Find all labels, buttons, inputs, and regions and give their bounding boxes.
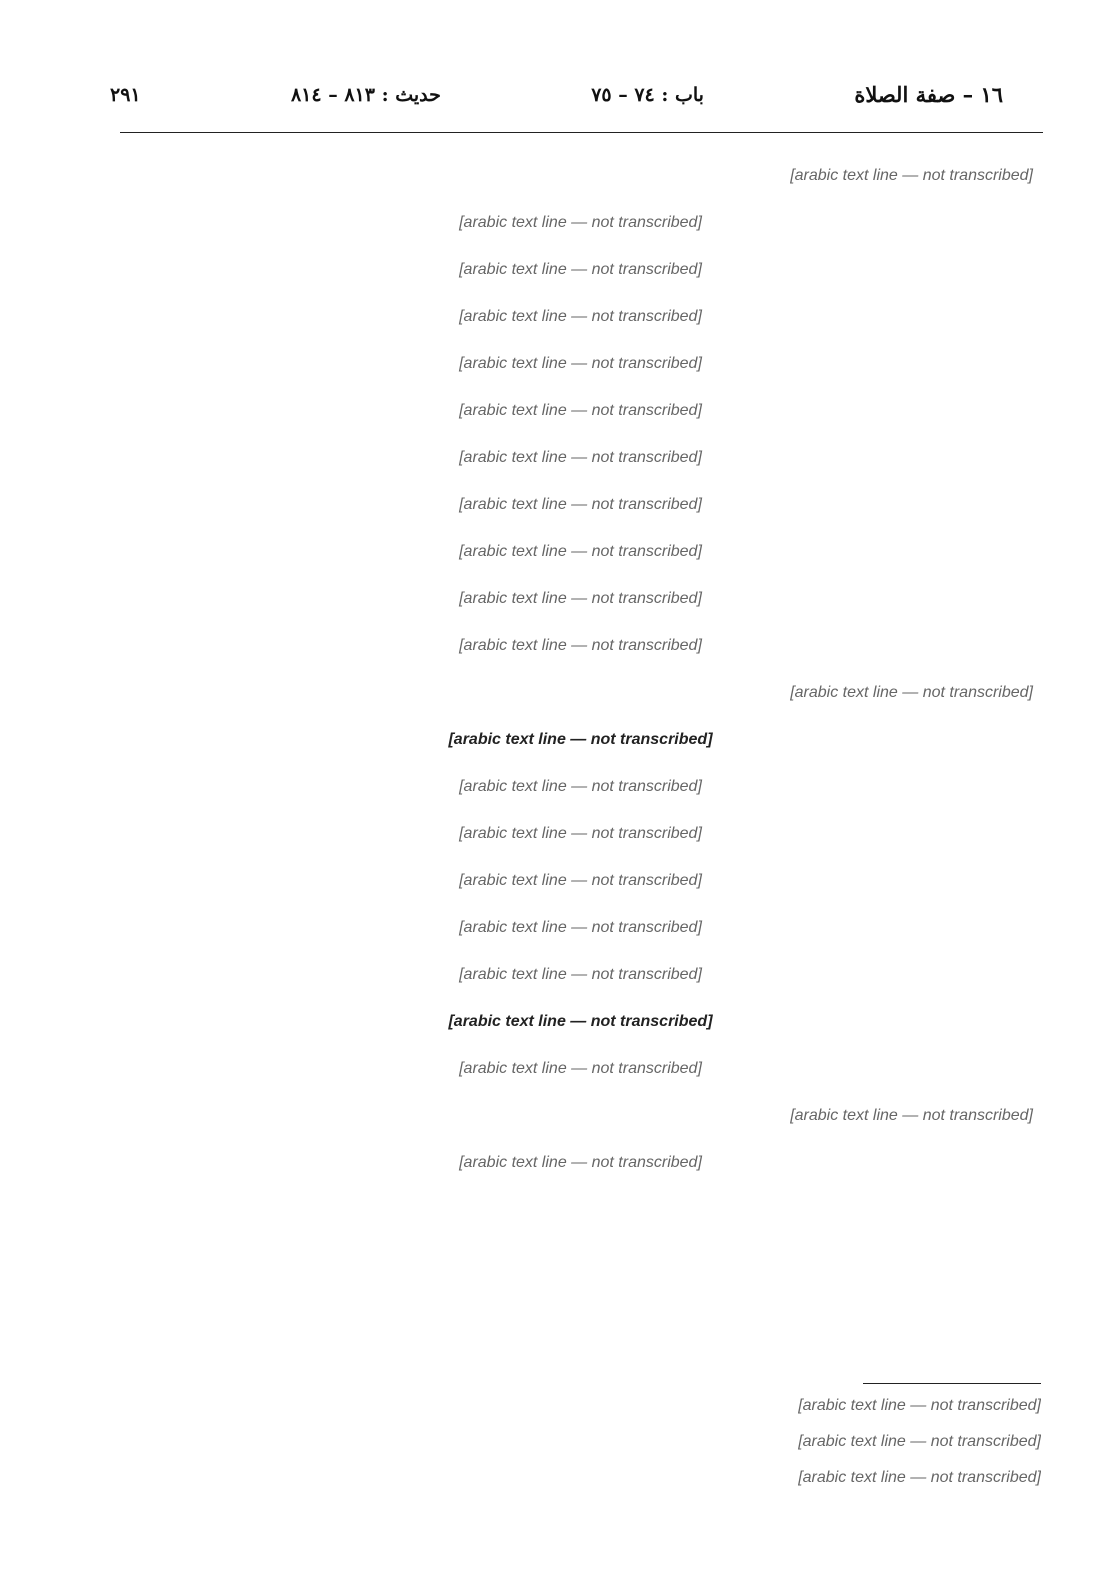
text-line <box>120 338 1041 385</box>
text-line-content: [arabic text line — not transcribed] <box>459 590 702 607</box>
page-header <box>110 78 1003 112</box>
text-line-content: [arabic text line — not transcribed] <box>459 496 702 513</box>
footnote-line: [arabic text line — not transcribed] <box>798 1397 1041 1414</box>
text-line <box>120 808 1041 855</box>
text-line <box>120 667 1041 714</box>
text-line-content: [arabic text line — not transcribed] <box>790 1107 1033 1124</box>
text-line <box>120 479 1041 526</box>
text-line <box>120 150 1041 197</box>
header-divider <box>120 132 1043 133</box>
text-line <box>120 573 1041 620</box>
text-line-content: [arabic text line — not transcribed] <box>790 167 1033 184</box>
text-line-content: [arabic text line — not transcribed] <box>459 261 702 278</box>
text-line-content: [arabic text line — not transcribed] <box>459 872 702 889</box>
footnote-divider <box>863 1383 1041 1384</box>
text-line-content: [arabic text line — not transcribed] <box>459 778 702 795</box>
text-line <box>120 291 1041 338</box>
text-line-content: [arabic text line — not transcribed] <box>459 825 702 842</box>
text-line <box>120 949 1041 996</box>
hadith-reference: حديث : ٨١٣ – ٨١٤ <box>290 84 441 106</box>
text-line <box>120 620 1041 667</box>
text-line <box>120 432 1041 479</box>
footnote-line: [arabic text line — not transcribed] <box>798 1469 1041 1486</box>
page-number: ٢٩١ <box>110 84 141 106</box>
text-line <box>120 244 1041 291</box>
text-line <box>120 855 1041 902</box>
text-line-content: [arabic text line — not transcribed] <box>448 731 713 748</box>
text-line-content: [arabic text line — not transcribed] <box>459 449 702 466</box>
section-title: ١٦ – صفة الصلاة <box>854 82 1003 107</box>
text-line <box>120 526 1041 573</box>
text-line-content: [arabic text line — not transcribed] <box>459 637 702 654</box>
text-line-content: [arabic text line — not transcribed] <box>459 919 702 936</box>
text-line-content: [arabic text line — not transcribed] <box>459 308 702 325</box>
text-line-content: [arabic text line — not transcribed] <box>459 402 702 419</box>
text-line-content: [arabic text line — not transcribed] <box>790 684 1033 701</box>
chapter-reference: باب : ٧٤ – ٧٥ <box>591 84 704 106</box>
footnote-line: [arabic text line — not transcribed] <box>798 1433 1041 1450</box>
text-line-content: [arabic text line — not transcribed] <box>459 966 702 983</box>
main-text-block <box>120 150 1041 1350</box>
text-line <box>120 1090 1041 1137</box>
text-line-content: [arabic text line — not transcribed] <box>459 1154 702 1171</box>
text-line-content: [arabic text line — not transcribed] <box>448 1013 713 1030</box>
text-line <box>120 385 1041 432</box>
text-line-content: [arabic text line — not transcribed] <box>459 543 702 560</box>
text-line <box>120 1137 1041 1184</box>
footnotes-block <box>140 1388 1041 1498</box>
text-line <box>120 197 1041 244</box>
chapter-heading-line <box>120 996 1041 1043</box>
chapter-heading-line <box>120 714 1041 761</box>
text-line-content: [arabic text line — not transcribed] <box>459 1060 702 1077</box>
text-line-content: [arabic text line — not transcribed] <box>459 214 702 231</box>
text-line <box>120 761 1041 808</box>
text-line <box>120 902 1041 949</box>
text-line <box>120 1043 1041 1090</box>
text-line-content: [arabic text line — not transcribed] <box>459 355 702 372</box>
